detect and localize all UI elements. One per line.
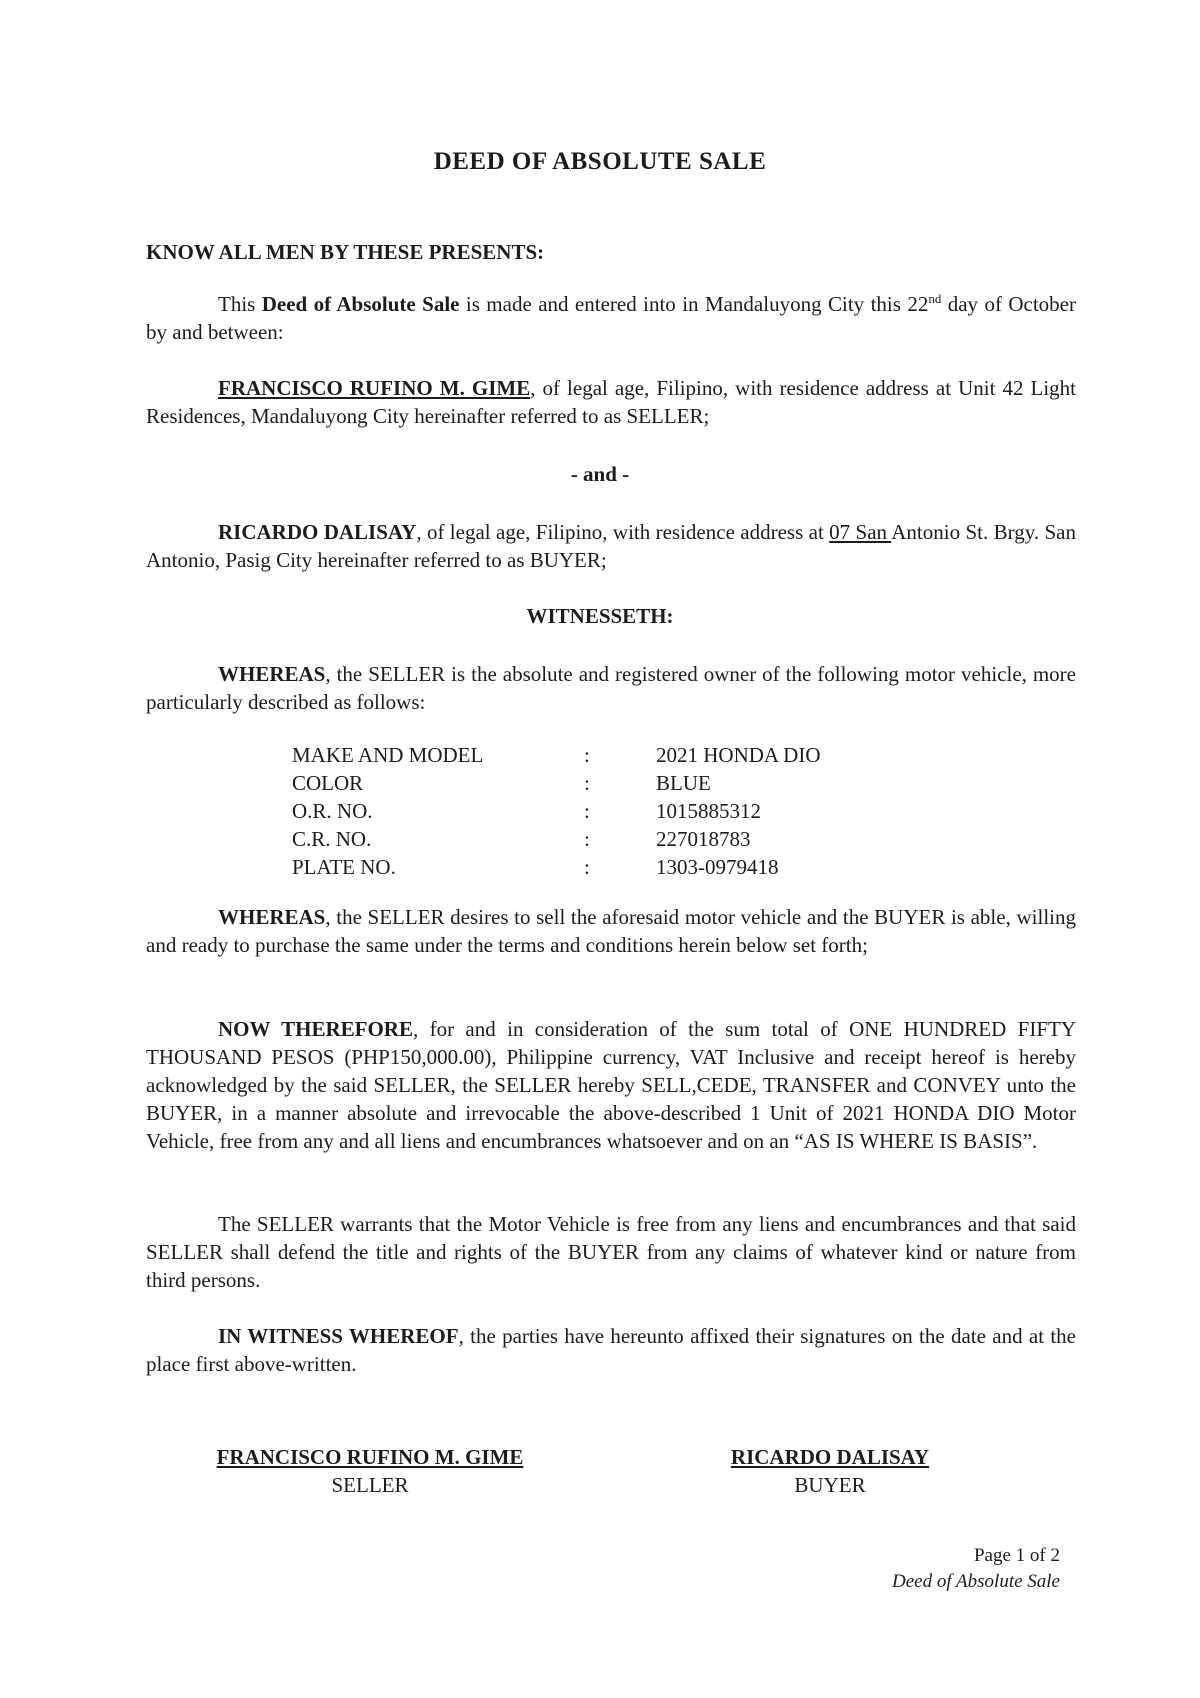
document-title: DEED OF ABSOLUTE SALE	[433, 148, 767, 175]
vehicle-value: BLUE	[656, 771, 711, 795]
buyer-signature-name: RICARDO DALISAY	[730, 1445, 930, 1469]
vehicle-row	[292, 741, 821, 769]
vehicle-separator: :	[584, 799, 590, 823]
vehicle-separator: :	[584, 771, 590, 795]
vehicle-label: C.R. NO.	[292, 827, 372, 851]
whereas-sell-paragraph	[146, 903, 1076, 959]
vehicle-label: COLOR	[292, 771, 364, 795]
buyer-address-underlined: 07 San	[829, 520, 892, 544]
witnesseth-heading: WITNESSETH:	[526, 604, 674, 628]
whereas-owner-paragraph	[146, 660, 1076, 716]
footer-document-name: Deed of Absolute Sale	[892, 1571, 1060, 1592]
opening-pre: This	[218, 292, 262, 316]
buyer-text-post: Antonio St. Brgy. San Antonio, Pasig City hereinafter referred to as BUYER;	[146, 520, 1076, 572]
vehicle-separator: :	[584, 827, 590, 851]
whereas2-bold: WHEREAS	[218, 905, 326, 929]
vehicle-separator: :	[584, 743, 590, 767]
and-separator: - and -	[570, 462, 630, 486]
now-therefore-text: , for and in consideration of the sum total of ONE HUNDRED FIFTY THOUSAND PESOS (PHP150,000.00), Philippine currency, VAT Inclusive and receipt hereof is hereby acknowledged by the said SELLER, the SELLER hereby SELL,CEDE, TRANSFER and CONVEY unto the BUYER, in a manner absolute and irrevocable the above-described 1 Unit of 2021 HONDA DIO Motor Vehicle, free from any and all liens and encumbrances whatsoever and on an “AS IS WHERE IS BASIS”.	[146, 1017, 1076, 1153]
warranty-paragraph: The SELLER warrants that the Motor Vehicle is free from any liens and encumbrances and that said SELLER shall defend the title and rights of the BUYER from any claims of whatever kind or nature from third persons.	[146, 1212, 1076, 1292]
opening-mid: is made and entered into in Mandaluyong City this 22	[459, 292, 929, 316]
buyer-signature-block	[660, 1443, 1000, 1499]
whereas1-bold: WHEREAS	[218, 662, 326, 686]
vehicle-details-table	[292, 741, 821, 881]
vehicle-separator: :	[584, 855, 590, 879]
opening-paragraph	[146, 290, 1076, 346]
seller-name: FRANCISCO RUFINO M. GIME	[218, 376, 531, 400]
seller-text: , of legal age, Filipino, with residence address at Unit 42 Light Residences, Mandaluyong City hereinafter referred to as SELLER;	[146, 376, 1077, 428]
seller-signature-name: FRANCISCO RUFINO M. GIME	[216, 1445, 524, 1469]
vehicle-value: 2021 HONDA DIO	[656, 743, 821, 767]
whereas1-text: , the SELLER is the absolute and registered owner of the following motor vehicle, more particularly described as follows:	[146, 662, 1076, 714]
seller-signature-block	[180, 1443, 560, 1499]
vehicle-row	[292, 769, 821, 797]
buyer-paragraph	[146, 518, 1076, 574]
now-therefore-bold: NOW THEREFORE	[218, 1017, 413, 1041]
opening-post: day of October by and between:	[146, 292, 1077, 344]
vehicle-label: PLATE NO.	[292, 855, 396, 879]
buyer-name: RICARDO DALISAY	[218, 520, 417, 544]
vehicle-row	[292, 825, 821, 853]
vehicle-label: O.R. NO.	[292, 799, 373, 823]
buyer-text-pre: , of legal age, Filipino, with residence address at	[416, 520, 830, 544]
whereas2-text: , the SELLER desires to sell the aforesaid motor vehicle and the BUYER is able, willing and ready to purchase the same under the terms and conditions herein below set forth;	[146, 905, 1076, 957]
vehicle-label: MAKE AND MODEL	[292, 743, 484, 767]
now-therefore-paragraph	[146, 1015, 1076, 1155]
intro-heading: KNOW ALL MEN BY THESE PRESENTS:	[146, 240, 545, 264]
seller-paragraph	[146, 374, 1076, 430]
vehicle-value: 1015885312	[656, 799, 761, 823]
page-number: Page 1 of 2	[973, 1545, 1060, 1566]
page-footer	[892, 1543, 1060, 1595]
in-witness-text: , the parties have hereunto affixed their signatures on the date and at the place first above-written.	[146, 1324, 1076, 1376]
in-witness-bold: IN WITNESS WHEREOF	[218, 1324, 459, 1348]
buyer-signature-role: BUYER	[794, 1473, 866, 1497]
in-witness-paragraph	[146, 1322, 1076, 1378]
opening-bold: Deed of Absolute Sale	[261, 292, 460, 316]
vehicle-value: 1303-0979418	[656, 855, 779, 879]
seller-signature-role: SELLER	[331, 1473, 409, 1497]
opening-sup: nd	[928, 291, 942, 306]
vehicle-row	[292, 797, 821, 825]
vehicle-value: 227018783	[656, 827, 751, 851]
vehicle-row	[292, 853, 821, 881]
